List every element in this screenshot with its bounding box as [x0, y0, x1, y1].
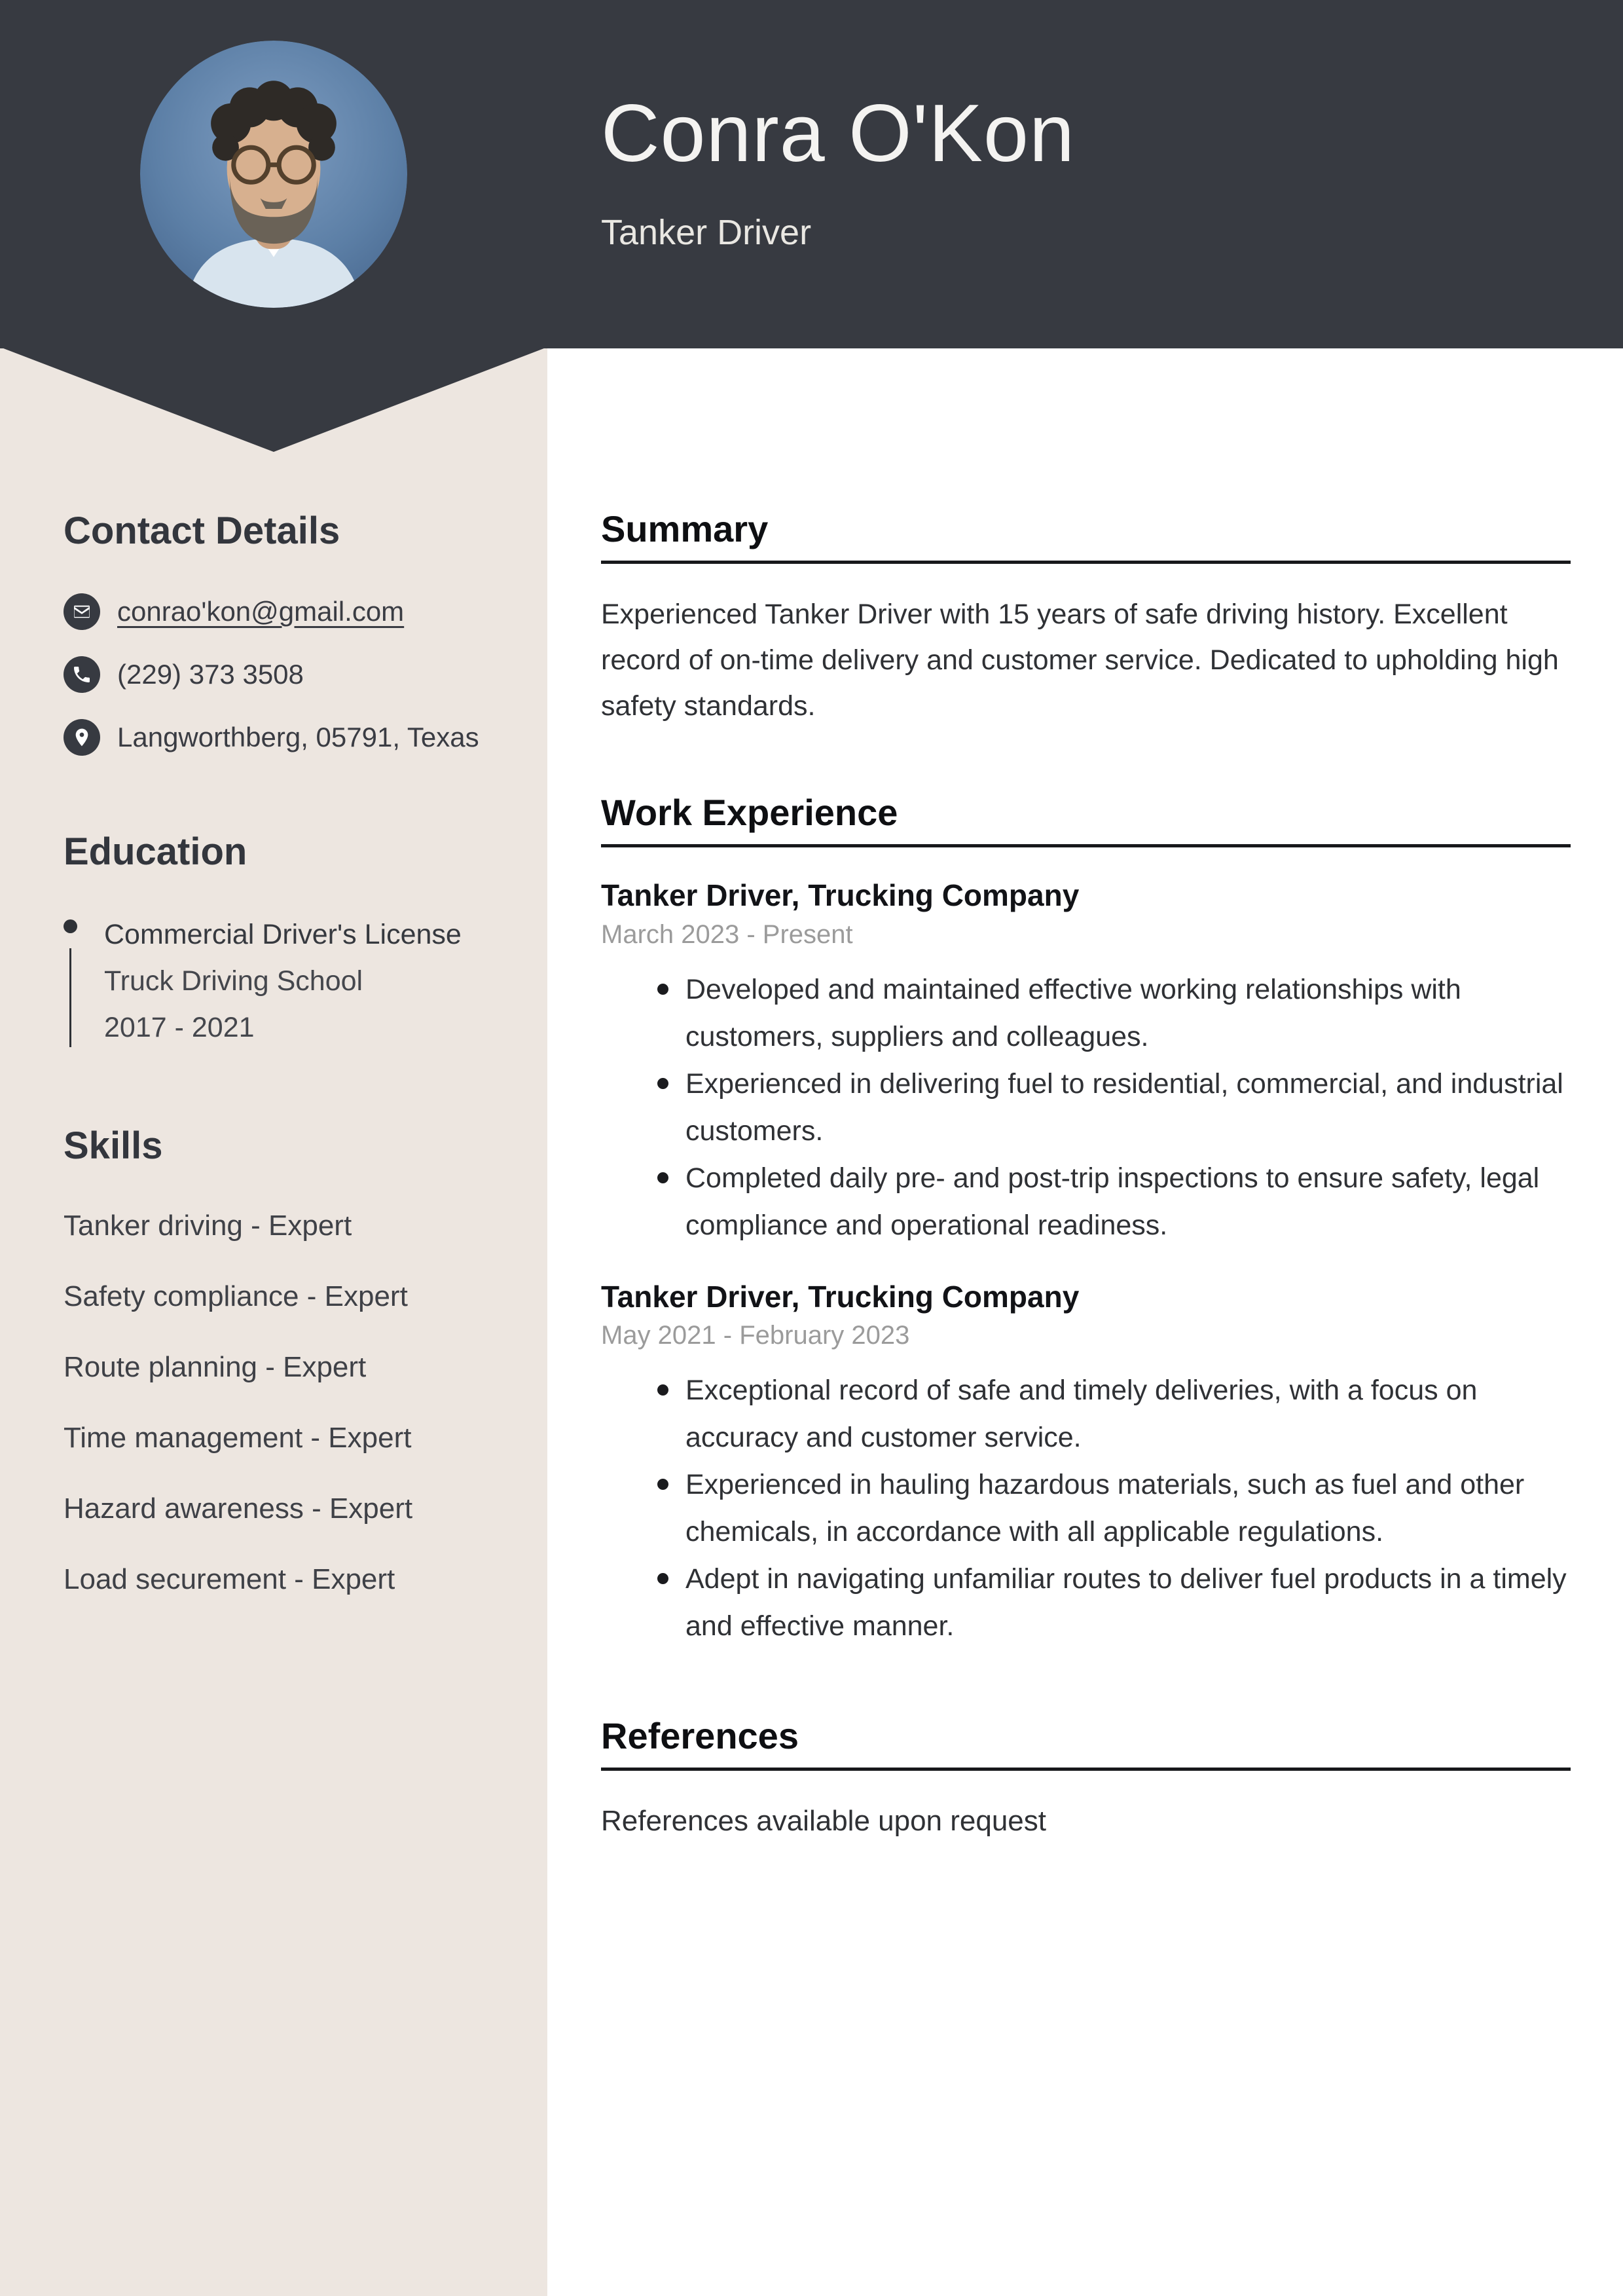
- education-heading: Education: [64, 830, 247, 873]
- references-section: [601, 1715, 1571, 1844]
- sidebar: [0, 0, 547, 2296]
- job-dates: May 2021 - February 2023: [601, 1321, 910, 1350]
- references-rule: [601, 1768, 1571, 1771]
- education-years: 2017 - 2021: [104, 1012, 255, 1043]
- job-bullet-list: [601, 966, 1571, 1249]
- person-name: Conra O'Kon: [601, 88, 1075, 179]
- job-bullet: Adept in navigating unfamiliar routes to deliver fuel products in a timely and effective manner.: [601, 1555, 1571, 1650]
- contact-details-heading: Contact Details: [64, 509, 340, 552]
- main-column: [547, 347, 1623, 1844]
- job-bullet-list: [601, 1367, 1571, 1650]
- skill-item: Load securement - Expert: [64, 1563, 395, 1595]
- references-text: References available upon request: [601, 1805, 1047, 1838]
- job-bullet: Experienced in hauling hazardous materials, such as fuel and other chemicals, in accordance with all applicable regulations.: [601, 1461, 1571, 1555]
- work-experience-section: [601, 794, 1571, 1650]
- work-experience-heading: Work Experience: [601, 792, 898, 833]
- job-bullet: Developed and maintained effective working relationships with customers, suppliers and colleagues.: [601, 966, 1571, 1060]
- job-title: Tanker Driver, Trucking Company: [601, 1279, 1080, 1314]
- education-degree: Commercial Driver's License: [104, 919, 462, 950]
- person-title: Tanker Driver: [601, 213, 812, 252]
- education-item: [64, 912, 508, 1051]
- job-bullet: Completed daily pre- and post-trip inspections to ensure safety, legal compliance and operational readiness.: [601, 1155, 1571, 1249]
- job-entry: [601, 1280, 1571, 1650]
- job-entry: [601, 879, 1571, 1249]
- summary-rule: [601, 561, 1571, 564]
- skill-item: Safety compliance - Expert: [64, 1280, 408, 1312]
- skill-item: Tanker driving - Expert: [64, 1210, 352, 1242]
- phone-icon: [64, 656, 100, 693]
- summary-heading: Summary: [601, 508, 769, 549]
- email-icon: [64, 593, 100, 630]
- skill-item: Route planning - Expert: [64, 1351, 367, 1383]
- location-icon: [64, 719, 100, 756]
- contact-list: [64, 593, 508, 756]
- job-bullet: Experienced in delivering fuel to residential, commercial, and industrial customers.: [601, 1060, 1571, 1155]
- references-heading: References: [601, 1715, 799, 1757]
- education-school: Truck Driving School: [104, 965, 363, 997]
- skills-heading: Skills: [64, 1124, 163, 1167]
- phone-number: (229) 373 3508: [117, 658, 304, 690]
- contact-row-email: [64, 593, 508, 630]
- summary-section: [601, 508, 1571, 729]
- job-bullet: Exceptional record of safe and timely deliveries, with a focus on accuracy and customer service.: [601, 1367, 1571, 1461]
- contact-row-phone: [64, 656, 508, 693]
- location-text: Langworthberg, 05791, Texas: [117, 721, 479, 752]
- skill-item: Hazard awareness - Expert: [64, 1492, 413, 1525]
- email-link[interactable]: conrao'kon@gmail.com: [117, 595, 405, 627]
- skills-list: [64, 1203, 508, 1602]
- job-title: Tanker Driver, Trucking Company: [601, 878, 1080, 912]
- summary-text: Experienced Tanker Driver with 15 years of safe driving history. Excellent record of on-time delivery and customer service. Dedicated to upholding high safety standards.: [601, 599, 1559, 722]
- contact-row-location: [64, 719, 508, 756]
- skill-item: Time management - Expert: [64, 1422, 412, 1454]
- work-experience-rule: [601, 844, 1571, 847]
- job-dates: March 2023 - Present: [601, 919, 853, 949]
